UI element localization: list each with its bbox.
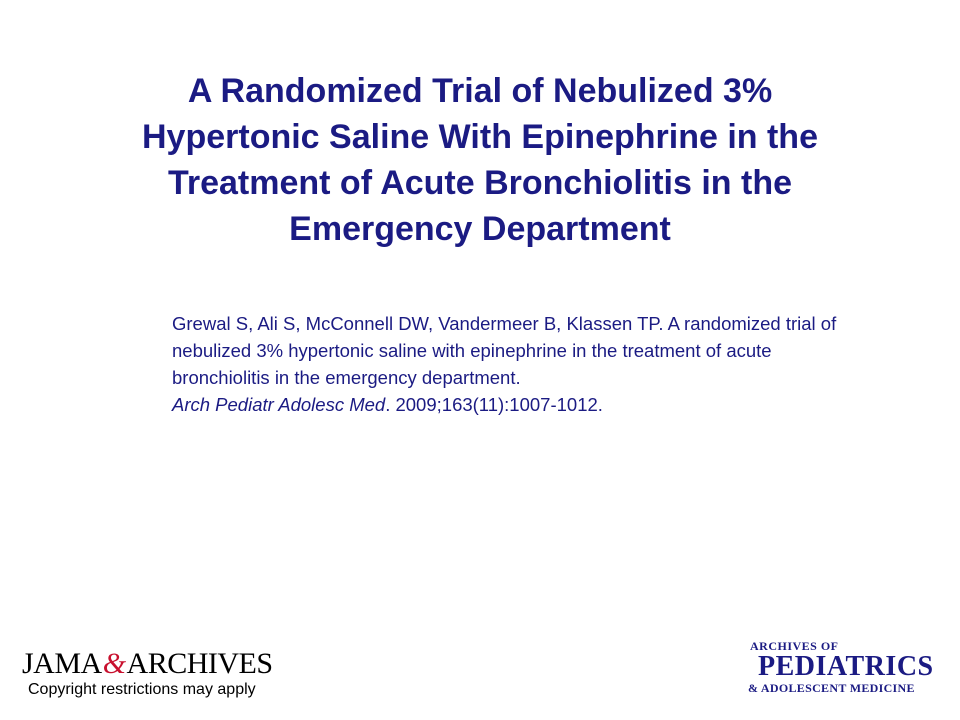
journal-logo-line2: PEDIATRICS	[758, 651, 934, 682]
citation-journal: Arch Pediatr Adolesc Med	[172, 394, 386, 415]
jama-logo-right: ARCHIVES	[126, 647, 273, 680]
archives-pediatrics-logo	[746, 640, 946, 695]
jama-logo-amp: &	[102, 647, 126, 680]
copyright-notice: Copyright restrictions may apply	[28, 681, 256, 698]
journal-logo-line3: & ADOLESCENT MEDICINE	[748, 681, 915, 695]
citation-details: . 2009;163(11):1007-1012.	[385, 394, 603, 415]
slide-title: A Randomized Trial of Nebulized 3% Hypertonic Saline With Epinephrine in the Treatment of Acute Bronchiolitis in the Emergency Department	[142, 72, 818, 248]
citation	[172, 310, 852, 418]
citation-authors-title: Grewal S, Ali S, McConnell DW, Vandermeer B, Klassen TP. A randomized trial of nebulized 3% hypertonic saline with epinephrine in the treatment of acute bronchiolitis in the emergency department.	[172, 313, 837, 388]
journal-logo-line1: ARCHIVES OF	[750, 639, 839, 653]
jama-logo-left: JAMA	[22, 647, 102, 680]
jama-archives-logo	[22, 648, 273, 680]
